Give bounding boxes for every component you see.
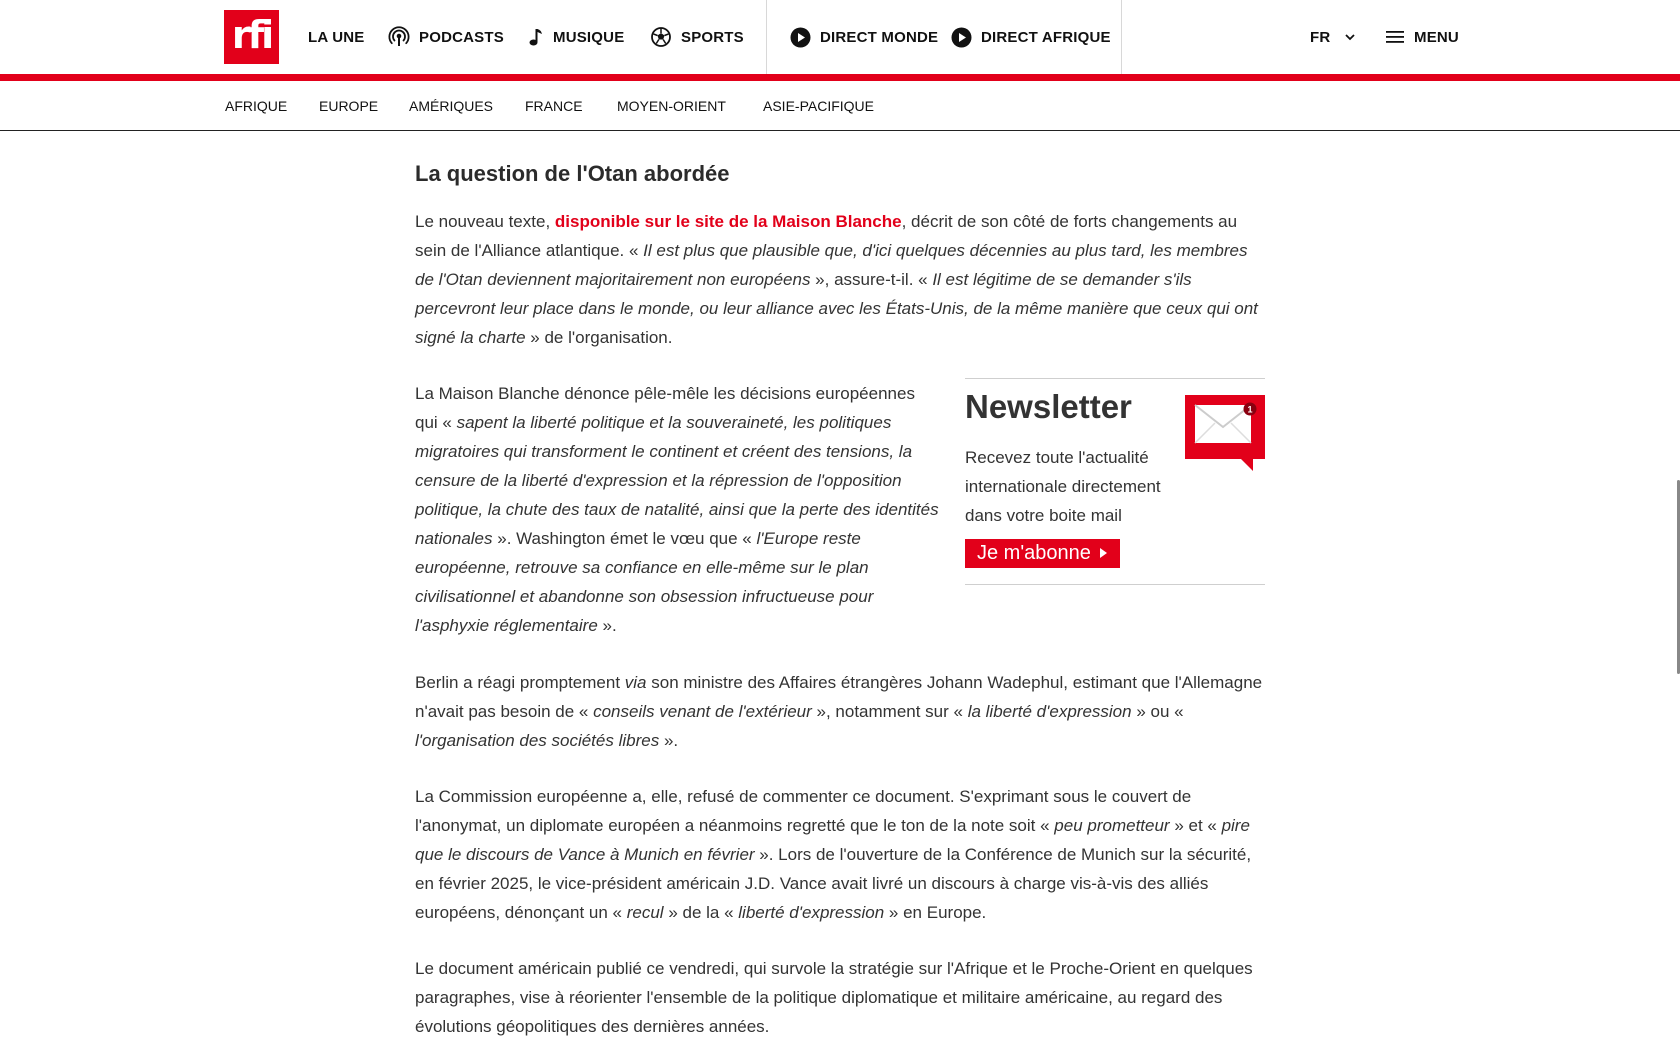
brand-bar	[0, 74, 1680, 81]
newsletter-title: Newsletter	[965, 388, 1132, 425]
newsletter-box	[965, 378, 1265, 585]
nav-divider	[766, 0, 767, 74]
language-label: FR	[1310, 28, 1331, 46]
chevron-down-icon	[1344, 33, 1356, 41]
nav-divider	[1121, 0, 1122, 74]
section-heading: La question de l'Otan abordée	[415, 161, 730, 186]
subscribe-label: Je m'abonne	[977, 542, 1091, 564]
nav-sports[interactable]	[650, 0, 744, 74]
newsletter-text: Recevez toute l'actualité internationale directement dans votre boite mail	[965, 448, 1161, 525]
paragraph-2: La Maison Blanche dénonce pêle-mêle les décisions européennes qui « sapent la liberté politique et la souveraineté, les politiques migratoires qui transforment le continent et créent des tensions, la censure de la liberté d'expression et la répression de l'opposition politique, la chute des taux de natalité, ainsi que la perte des identités nationales ». Washington émet le vœu que « l'Europe reste européenne, retrouve sa confiance en elle-même sur le plan civilisationnel et abandonne son obsession infructueuse pour l'asphyxie réglementaire ».	[415, 384, 939, 635]
paragraph-5: Le document américain publié ce vendredi, qui survole la stratégie sur l'Afrique et le Proche-Orient en quelques paragraphes, vise à réorienter l'ensemble de la politique diplomatique et militaire américaine, au regard des évolutions géopolitiques des dernières années.	[415, 959, 1253, 1036]
region-nav-europe[interactable]: EUROPE	[319, 98, 379, 114]
mail-badge: 1	[1247, 404, 1253, 415]
paragraph-3: Berlin a réagi promptement via son ministre des Affaires étrangères Johann Wadephul, estimant que l'Allemagne n'avait pas besoin de « conseils venant de l'extérieur », notamment sur « la liberté d'expression » ou « l'organisation des sociétés libres ».	[415, 673, 1263, 750]
nav-direct-monde[interactable]	[790, 0, 938, 74]
nav-musique-label: MUSIQUE	[553, 28, 625, 46]
nav-podcasts-label: PODCASTS	[419, 28, 504, 46]
music-note-icon	[528, 27, 544, 47]
region-nav-moyen-orient[interactable]: MOYEN-ORIENT	[617, 98, 726, 114]
language-selector[interactable]	[1310, 0, 1356, 74]
nav-podcasts[interactable]	[388, 0, 504, 74]
nav-sports-label: SPORTS	[681, 28, 744, 46]
football-icon	[650, 26, 672, 48]
mail-notification-icon	[1183, 391, 1267, 476]
menu-button[interactable]	[1386, 0, 1459, 74]
paragraph-1: Le nouveau texte, disponible sur le site de la Maison Blanche, décrit de son côté de forts changements au sein de l'Alliance atlantique. « Il est plus que plausible que, d'ici quelques décennies au plus tard, les membres de l'Otan deviennent majoritairement non européens », assure-t-il. « Il est légitime de se demander s'ils percevront leur place dans le monde, ou leur alliance avec les États-Unis, de la même manière que ceux qui ont signé la charte » de l'organisation.	[415, 212, 1258, 347]
podcast-icon	[388, 26, 410, 48]
play-icon	[790, 27, 811, 48]
nav-direct-afrique-label: DIRECT AFRIQUE	[981, 28, 1111, 46]
nav-direct-afrique[interactable]	[951, 0, 1111, 74]
menu-label: MENU	[1414, 28, 1459, 46]
maison-blanche-link[interactable]: disponible sur le site de la Maison Blanche	[554, 212, 902, 231]
nav-musique[interactable]	[528, 0, 624, 74]
region-nav-asie-pacifique[interactable]: ASIE-PACIFIQUE	[763, 98, 874, 114]
region-nav-france[interactable]: FRANCE	[525, 98, 583, 114]
region-nav-afrique[interactable]: AFRIQUE	[225, 98, 288, 114]
article-section	[415, 155, 1265, 193]
region-nav-ameriques[interactable]: AMÉRIQUES	[409, 98, 494, 114]
region-nav	[0, 81, 1680, 131]
nav-la-une[interactable]	[308, 0, 364, 74]
paragraph-4: La Commission européenne a, elle, refusé de commenter ce document. S'exprimant sous le couvert de l'anonymat, un diplomate européen a néanmoins regretté que le ton de la note soit « peu prometteur » et « pire que le discours de Vance à Munich en février ». Lors de l'ouverture de la Conférence de Munich sur la sécurité, en février 2025, le vice-président américain J.D. Vance avait livré un discours à charge vis-à-vis des alliés européens, dénonçant un « recul » de la « liberté d'expression » en Europe.	[415, 787, 1252, 922]
caret-right-icon	[1099, 539, 1108, 568]
subscribe-button[interactable]	[965, 539, 1120, 568]
top-header	[0, 0, 1680, 74]
nav-direct-monde-label: DIRECT MONDE	[820, 28, 939, 46]
rfi-logo[interactable]: rfi	[224, 10, 279, 64]
play-icon	[951, 27, 972, 48]
hamburger-icon	[1386, 30, 1404, 44]
nav-la-une-label: LA UNE	[308, 28, 365, 46]
